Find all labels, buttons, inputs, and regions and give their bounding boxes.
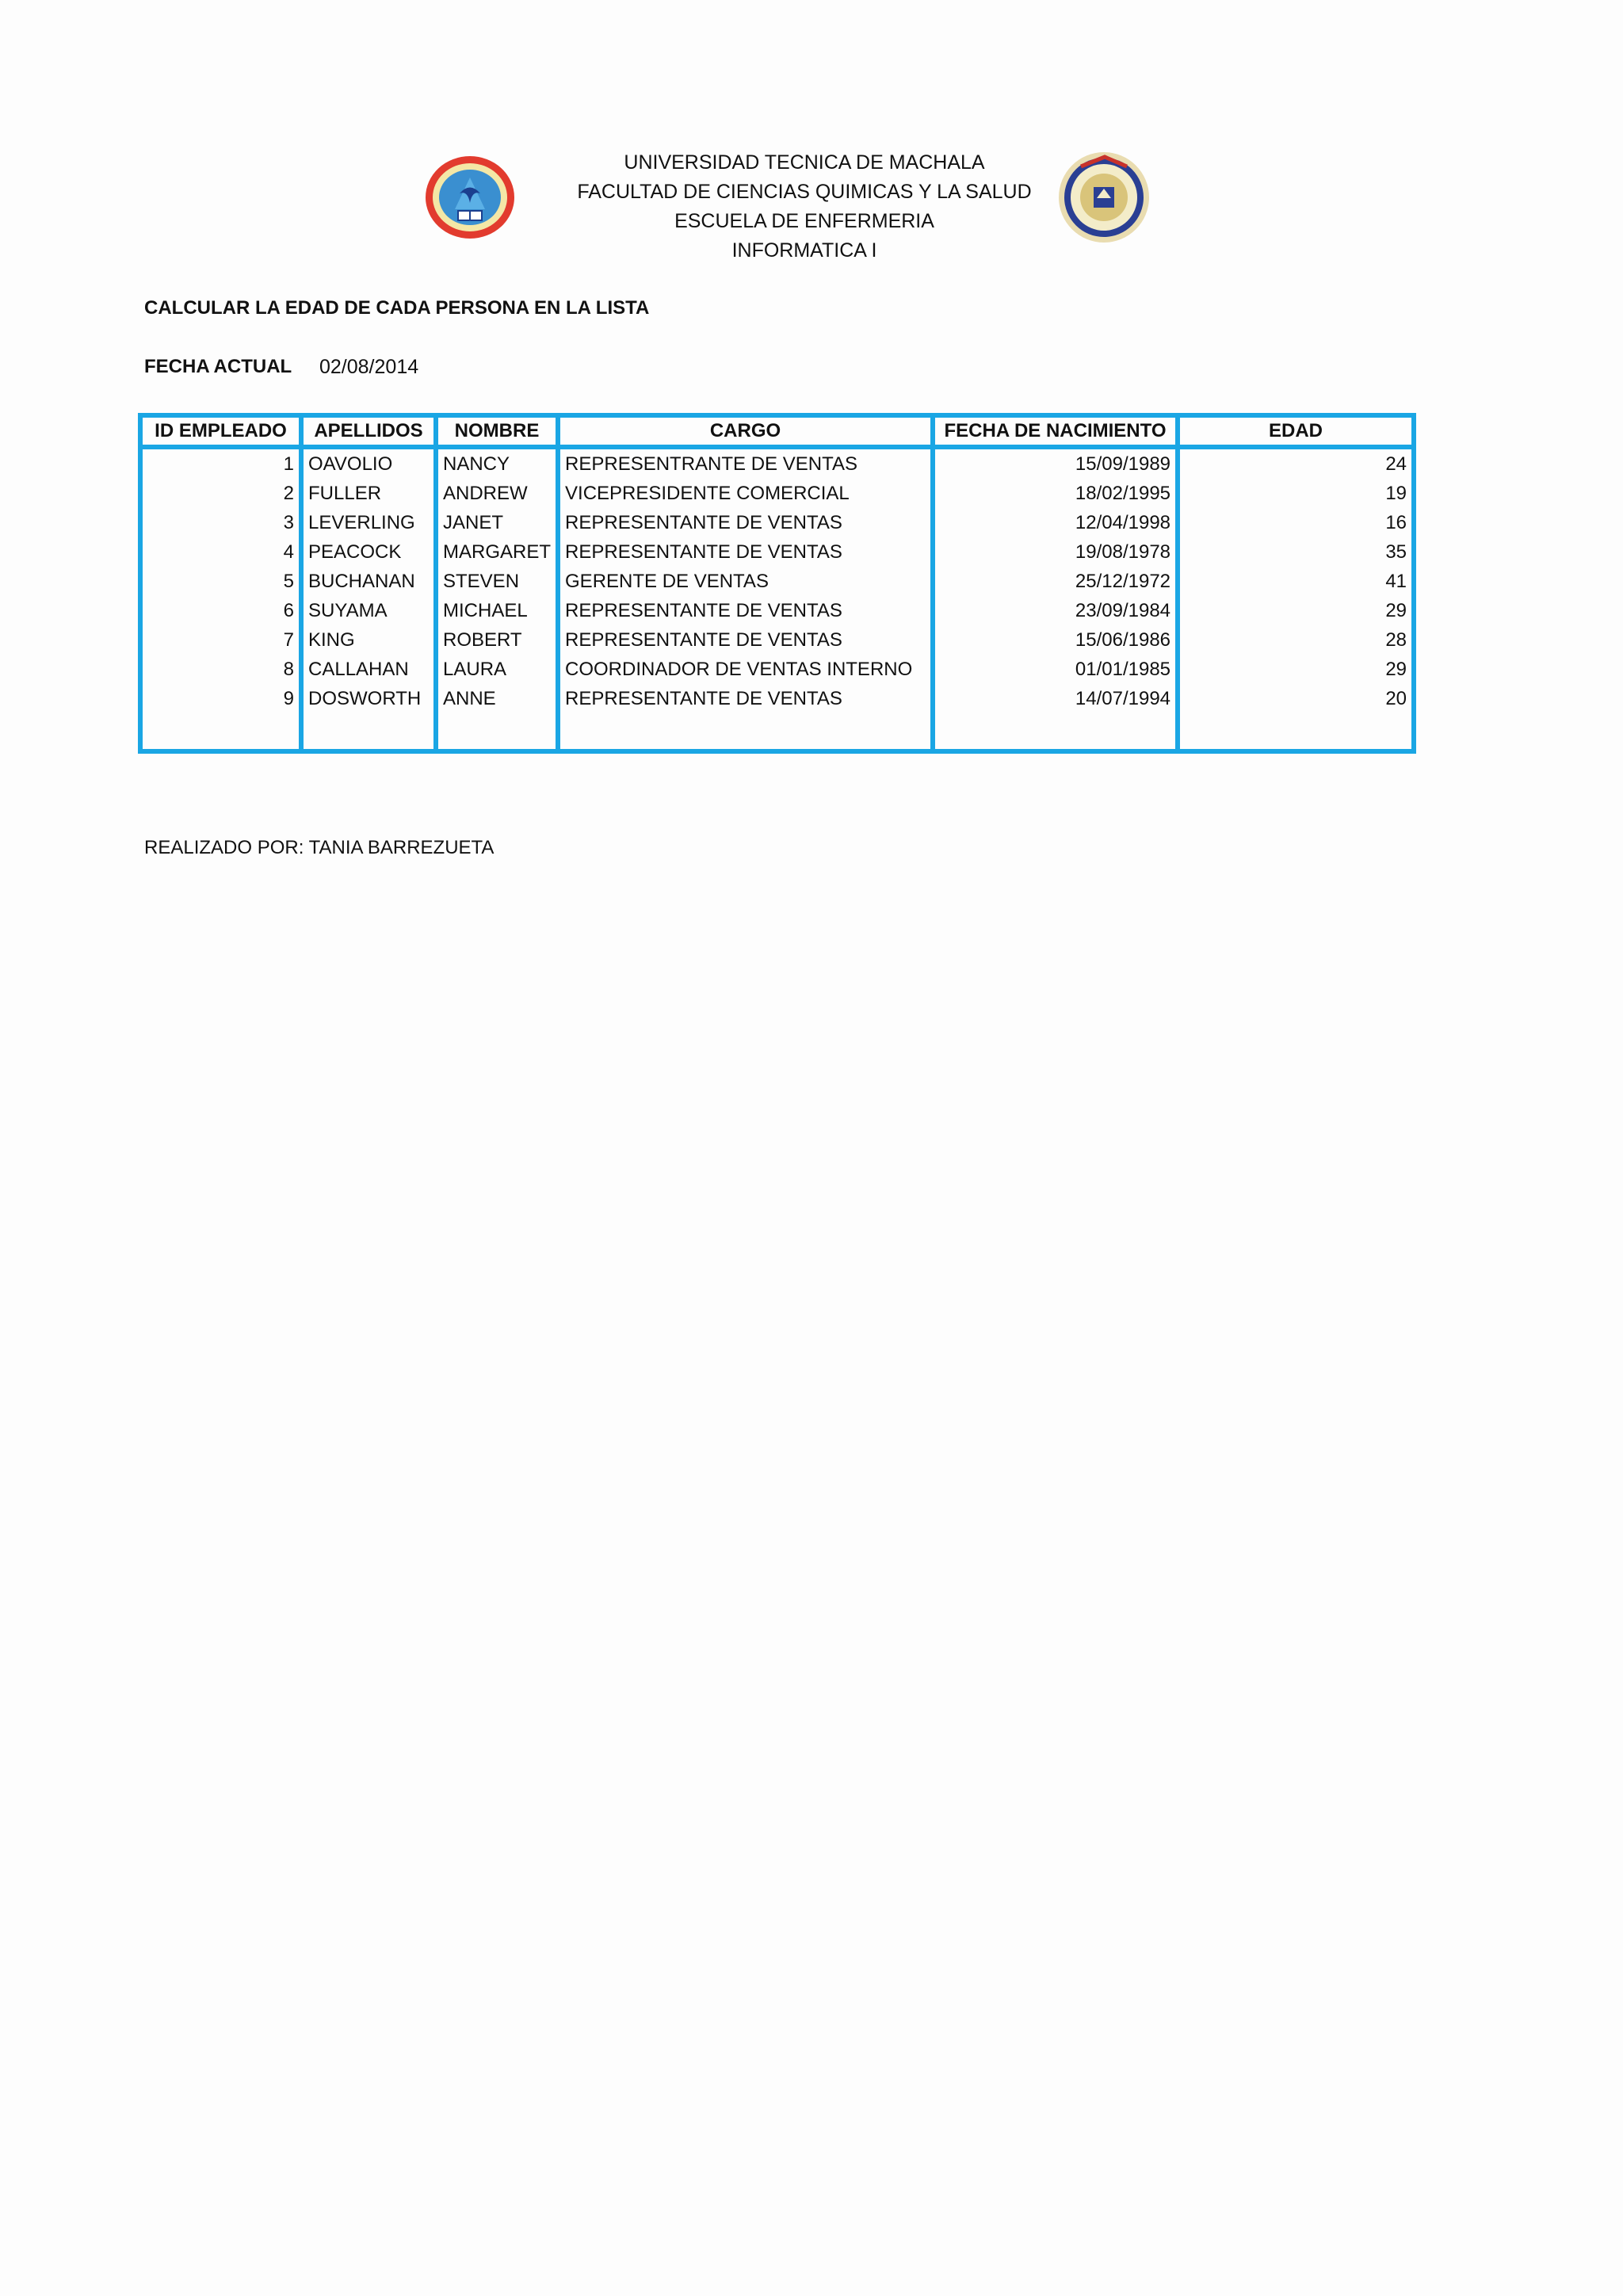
table-empty-row: [140, 713, 1414, 751]
current-date-label: FECHA ACTUAL: [144, 356, 292, 377]
cell-edad: 28: [1178, 625, 1414, 655]
table-header-row: [140, 415, 1414, 447]
cell-fecha-nacimiento: 15/06/1986: [933, 625, 1178, 655]
table-row: [140, 684, 1414, 713]
cell-apellidos: OAVOLIO: [301, 447, 436, 479]
table-row: [140, 479, 1414, 508]
course-name: INFORMATICA I: [731, 239, 877, 262]
cell-fecha-nacimiento: 18/02/1995: [933, 479, 1178, 508]
table-row: [140, 655, 1414, 684]
column-header-id: ID EMPLEADO: [140, 415, 301, 447]
cell-edad: 24: [1178, 447, 1414, 479]
table-row: [140, 508, 1414, 537]
cell-nombre: ROBERT: [436, 625, 558, 655]
cell-cargo: REPRESENTANTE DE VENTAS: [558, 537, 933, 567]
table-row: [140, 537, 1414, 567]
cell-nombre: LAURA: [436, 655, 558, 684]
current-date-value: 02/08/2014: [319, 356, 419, 378]
empty-cell: [140, 713, 301, 751]
cell-apellidos: FULLER: [301, 479, 436, 508]
column-header-cargo: CARGO: [558, 415, 933, 447]
empty-cell: [558, 713, 933, 751]
cell-fecha-nacimiento: 14/07/1994: [933, 684, 1178, 713]
empty-cell: [301, 713, 436, 751]
faculty-seal-icon: [1057, 151, 1151, 238]
cell-cargo: GERENTE DE VENTAS: [558, 567, 933, 596]
cell-apellidos: BUCHANAN: [301, 567, 436, 596]
cell-nombre: NANCY: [436, 447, 558, 479]
institution-header: [547, 148, 1062, 266]
cell-apellidos: SUYAMA: [301, 596, 436, 625]
cell-cargo: VICEPRESIDENTE COMERCIAL: [558, 479, 933, 508]
cell-fecha-nacimiento: 12/04/1998: [933, 508, 1178, 537]
cell-fecha-nacimiento: 23/09/1984: [933, 596, 1178, 625]
cell-id: 3: [140, 508, 301, 537]
cell-cargo: REPRESENTANTE DE VENTAS: [558, 596, 933, 625]
task-title: CALCULAR LA EDAD DE CADA PERSONA EN LA LISTA: [144, 297, 650, 319]
cell-nombre: ANNE: [436, 684, 558, 713]
cell-fecha-nacimiento: 25/12/1972: [933, 567, 1178, 596]
cell-apellidos: LEVERLING: [301, 508, 436, 537]
table-row: [140, 596, 1414, 625]
employee-table: [138, 413, 1416, 754]
cell-cargo: REPRESENTRANTE DE VENTAS: [558, 447, 933, 479]
empty-cell: [933, 713, 1178, 751]
university-seal-icon: [423, 154, 517, 241]
author-line: REALIZADO POR: TANIA BARREZUETA: [144, 837, 495, 858]
cell-cargo: REPRESENTANTE DE VENTAS: [558, 508, 933, 537]
table-row: [140, 625, 1414, 655]
cell-cargo: COORDINADOR DE VENTAS INTERNO: [558, 655, 933, 684]
university-name: UNIVERSIDAD TECNICA DE MACHALA: [624, 151, 985, 174]
cell-nombre: ANDREW: [436, 479, 558, 508]
table-row: [140, 447, 1414, 479]
cell-id: 9: [140, 684, 301, 713]
cell-apellidos: PEACOCK: [301, 537, 436, 567]
cell-cargo: REPRESENTANTE DE VENTAS: [558, 625, 933, 655]
table-row: [140, 567, 1414, 596]
cell-nombre: STEVEN: [436, 567, 558, 596]
cell-id: 6: [140, 596, 301, 625]
column-header-apellidos: APELLIDOS: [301, 415, 436, 447]
column-header-fecha-nacimiento: FECHA DE NACIMIENTO: [933, 415, 1178, 447]
cell-edad: 35: [1178, 537, 1414, 567]
cell-edad: 16: [1178, 508, 1414, 537]
cell-fecha-nacimiento: 01/01/1985: [933, 655, 1178, 684]
cell-apellidos: KING: [301, 625, 436, 655]
cell-nombre: MICHAEL: [436, 596, 558, 625]
cell-id: 2: [140, 479, 301, 508]
cell-nombre: JANET: [436, 508, 558, 537]
employee-table-container: [138, 413, 1416, 754]
cell-id: 8: [140, 655, 301, 684]
cell-cargo: REPRESENTANTE DE VENTAS: [558, 684, 933, 713]
cell-id: 5: [140, 567, 301, 596]
school-name: ESCUELA DE ENFERMERIA: [674, 210, 934, 232]
cell-id: 7: [140, 625, 301, 655]
cell-edad: 29: [1178, 596, 1414, 625]
faculty-name: FACULTAD DE CIENCIAS QUIMICAS Y LA SALUD: [577, 181, 1032, 203]
cell-fecha-nacimiento: 19/08/1978: [933, 537, 1178, 567]
column-header-edad: EDAD: [1178, 415, 1414, 447]
empty-cell: [1178, 713, 1414, 751]
empty-cell: [436, 713, 558, 751]
cell-apellidos: CALLAHAN: [301, 655, 436, 684]
cell-apellidos: DOSWORTH: [301, 684, 436, 713]
cell-edad: 29: [1178, 655, 1414, 684]
cell-edad: 41: [1178, 567, 1414, 596]
cell-id: 4: [140, 537, 301, 567]
column-header-nombre: NOMBRE: [436, 415, 558, 447]
cell-edad: 20: [1178, 684, 1414, 713]
cell-edad: 19: [1178, 479, 1414, 508]
cell-nombre: MARGARET: [436, 537, 558, 567]
cell-fecha-nacimiento: 15/09/1989: [933, 447, 1178, 479]
cell-id: 1: [140, 447, 301, 479]
